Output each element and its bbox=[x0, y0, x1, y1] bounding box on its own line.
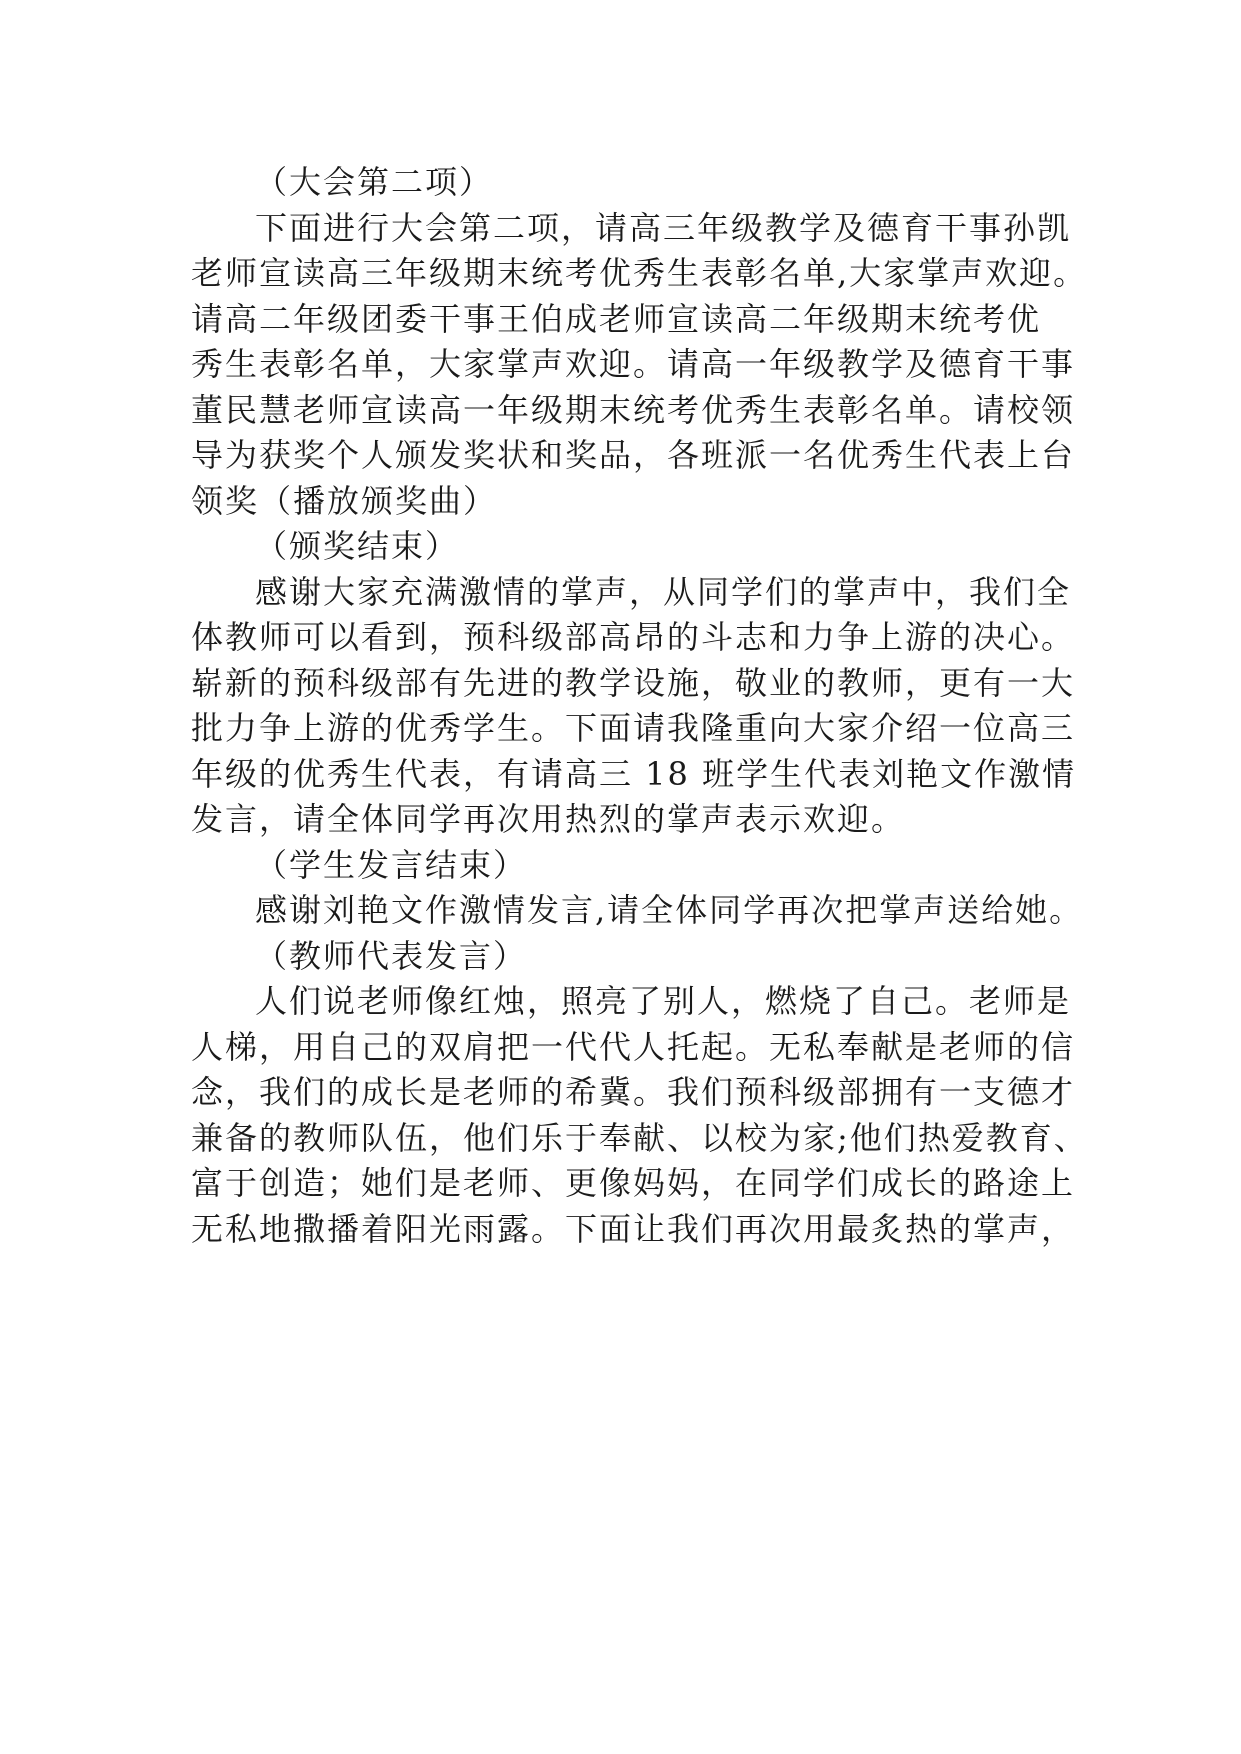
paragraph-line: 领奖（播放颁奖曲） bbox=[191, 481, 498, 520]
paragraph-line: 批力争上游的优秀学生。下面请我隆重向大家介绍一位高三 bbox=[191, 709, 1076, 747]
paragraph-line: 念，我们的成长是老师的希冀。我们预科级部拥有一支德才 bbox=[191, 1073, 1076, 1111]
paragraph-line: 请高二年级团委干事王伯成老师宣读高二年级期末统考优 bbox=[191, 299, 1042, 338]
paragraph-line: 感谢大家充满激情的掌声，从同学们的掌声中，我们全 bbox=[255, 572, 1072, 611]
paragraph-line: 体教师可以看到，预科级部高昂的斗志和力争上游的决心。 bbox=[191, 618, 1076, 656]
paragraph-line: 人梯，用自己的双肩把一代代人托起。无私奉献是老师的信 bbox=[191, 1027, 1076, 1066]
paragraph-line: 崭新的预科级部有先进的教学设施，敬业的教师，更有一大 bbox=[191, 663, 1076, 702]
paragraph-line: 导为获奖个人颁发奖状和奖品，各班派一名优秀生代表上台 bbox=[191, 436, 1076, 474]
paragraph-line: 年级的优秀生代表，有请高三 18 班学生代表刘艳文作激情 bbox=[191, 754, 1077, 793]
paragraph-line: 老师宣读高三年级期末统考优秀生表彰名单,大家掌声欢迎。 bbox=[191, 254, 1088, 292]
document-body bbox=[191, 160, 1088, 1252]
paragraph-line: 富于创造；她们是老师、更像妈妈，在同学们成长的路途上 bbox=[191, 1164, 1076, 1202]
paragraph-line: 秀生表彰名单，大家掌声欢迎。请高一年级教学及德育干事 bbox=[191, 345, 1076, 383]
paragraph-line: 下面进行大会第二项，请高三年级教学及德育干事孙凯 bbox=[255, 208, 1072, 247]
paragraph-line: 兼备的教师队伍，他们乐于奉献、以校为家;他们热爱教育、 bbox=[191, 1118, 1088, 1157]
paragraph-line: 无私地撒播着阳光雨露。下面让我们再次用最炙热的掌声， bbox=[191, 1209, 1076, 1248]
section-heading: （颁奖结束） bbox=[255, 527, 460, 565]
section-heading: （教师代表发言） bbox=[255, 936, 528, 975]
paragraph-line: 发言，请全体同学再次用热烈的掌声表示欢迎。 bbox=[191, 800, 906, 838]
paragraph-line: 感谢刘艳文作激情发言,请全体同学再次把掌声送给她。 bbox=[255, 891, 1084, 929]
paragraph-line: 人们说老师像红烛，照亮了别人，燃烧了自己。老师是 bbox=[255, 982, 1072, 1020]
section-heading: （学生发言结束） bbox=[255, 845, 528, 884]
paragraph-line: 董民慧老师宣读高一年级期末统考优秀生表彰名单。请校领 bbox=[191, 390, 1076, 429]
section-heading: （大会第二项） bbox=[255, 163, 494, 201]
